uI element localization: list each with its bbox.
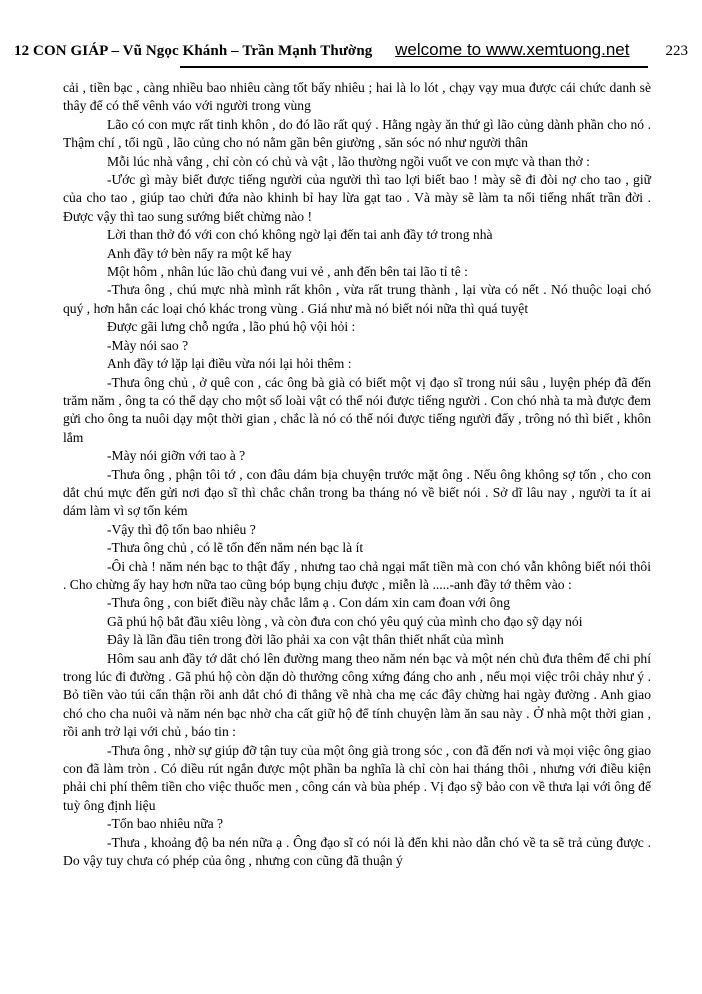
- paragraph: -Thưa ông chủ , ở quê con , các ông bà già có biết một vị đạo sĩ trong núi sâu , luyện phép đã đến trăm năm , ông ta có thể dạy cho một số loài vật có thể nói được tiếng người . Con chó nhà ta mà được đem gửi cho ông ta nuôi dạy một thời gian , chắc là nó có thể nói được tiếng người đấy , trông nó thì biết , khôn lắm: [63, 374, 651, 445]
- paragraph: Anh đầy tớ lặp lại điều vừa nói lại hỏi thêm :: [107, 356, 352, 372]
- paragraph: Anh đầy tớ bèn nẩy ra một kế hay: [107, 245, 292, 261]
- paragraph: -Thưa ông , con biết điều này chắc lắm ạ . Con dám xin cam đoan với ông: [107, 595, 511, 611]
- paragraph: -Tốn bao nhiêu nữa ?: [107, 816, 224, 832]
- paragraph: -Thưa ông chủ , có lẽ tốn đến năm nén bạc là ít: [107, 540, 364, 556]
- header-rule: [180, 66, 648, 68]
- paragraph: -Mày nói giỡn với tao à ?: [107, 448, 246, 464]
- page-body: [63, 79, 651, 870]
- paragraph: Đây là lần đầu tiên trong đời lão phải xa con vật thân thiết nhất của mình: [107, 632, 504, 648]
- paragraph: -Thưa ông , phận tôi tớ , con đâu dám bịa chuyện trước mặt ông . Nếu ông không sợ tốn , cho con dắt chú mực đến gửi nơi đạo sĩ thì chắc chắn trong ba tháng nó về biết nói . Sở dĩ lâu nay , người ta ít ai dám làm vì sợ tốn kém: [63, 466, 651, 519]
- paragraph: -Thưa ông , chú mực nhà mình rất khôn , vừa rất trung thành , lại vừa có nết . Nó thuộc loại chó quý , hơn hẳn các loại chó khác trong vùng . Giá như mà nó biết nói nữa thì quá tuyệt: [63, 282, 651, 316]
- paragraph: Hôm sau anh đầy tớ dắt chó lên đường mang theo năm nén bạc và một nén chủ đưa thêm để chi phí trong lúc đi đường . Gã phú hộ còn dặn dò thưởng công xứng đáng cho anh , nếu mọi việc trôi chảy như ý . Bỏ tiền vào túi cẩn thận rồi anh dắt chó đi thẳng về nhà cha mẹ các đây chừng hai ngày đường . Anh giao chó cho cha nuôi và năm nén bạc nhờ cha cất giữ hộ để tính chuyện làm ăn sau này . Ở nhà một thời gian , rồi anh trở lại với chủ , báo tin :: [63, 650, 651, 740]
- page-header: [14, 40, 688, 60]
- paragraph: -Ước gì mày biết được tiếng người của người thì tao lợi biết bao ! mày sẽ đi đòi nợ cho tao , giữ của cho tao , giúp tao chửi đứa nào khinh bỉ hay lừa gạt tao . Và mày sẽ làm ta nổi tiếng nhất trần đời . Được vậy thì tao sung sướng biết chừng nào !: [63, 172, 651, 224]
- paragraph: -Mày nói sao ?: [107, 337, 189, 353]
- paragraph: Lão có con mực rất tinh khôn , do đó lão rất quý . Hằng ngày ăn thứ gì lão củng dành phần cho nó . Thậm chí , tối ngũ , lão củng cho nó nằm gần bên giường , săn sóc nó như người thân: [63, 116, 651, 151]
- page-number: 223: [665, 43, 688, 59]
- paragraph: cải , tiền bạc , càng nhiều bao nhiêu càng tốt bấy nhiêu ; hai là lo lót , chạy vạy mua được cái chức danh sè thây để có thể vênh váo với người trong vùng: [63, 80, 651, 114]
- website-link[interactable]: welcome to www.xemtuong.net: [395, 40, 630, 59]
- paragraph: Được gãi lưng chỗ ngứa , lão phú hộ vội hỏi :: [107, 319, 356, 335]
- paragraph: -Thưa , khoảng độ ba nén nữa ạ . Ông đạo sĩ có nói là đến khi nào dẫn chó về ta sẽ trả củng được . Do vậy tuy chưa có phép của ông , nhưng con cũng đã thuận ý: [63, 834, 651, 869]
- paragraph: Gã phú hộ bắt đầu xiêu lòng , và còn đưa con chó yêu quý của mình cho đạo sỹ dạy nói: [107, 613, 583, 629]
- paragraph: Mỗi lúc nhà vắng , chỉ còn có chủ và vật , lão thường ngồi vuốt ve con mực và than thở :: [107, 153, 590, 169]
- paragraph: Lời than thở đó với con chó không ngờ lại đến tai anh đầy tớ trong nhà: [107, 227, 493, 243]
- paragraph: -Ôi chà ! năm nén bạc to thật đấy , nhưng tao chả ngại mất tiền mà con chó vẫn không biết nói thôi . Cho chừng ấy hay hơn nữa tao cũng bóp bụng chịu được , miễn là .....-anh đầy tớ thêm vào :: [63, 558, 651, 592]
- paragraph: -Vậy thì độ tốn bao nhiêu ?: [107, 521, 256, 537]
- paragraph: Một hôm , nhân lúc lão chủ đang vui vẻ , anh đến bên tai lão tỉ tê :: [107, 264, 468, 280]
- paragraph: -Thưa ông , nhờ sự giúp đỡ tận tuy của một ông già trong sóc , con đã đến nơi và mọi việc ông giao con đã làm tròn . Có diều rút ngắn được một phần ba nghĩa là chỉ còn hai tháng thôi , nhưng với điều kiện phải chi phí thêm tiền cho việc thuốc men , công cán và bùa phép . Vị đạo sỹ bảo con về thưa lại với ông để tuỳ ông định liệu: [63, 742, 651, 813]
- book-title: 12 CON GIÁP – Vũ Ngọc Khánh – Trần Mạnh Thường: [14, 43, 373, 59]
